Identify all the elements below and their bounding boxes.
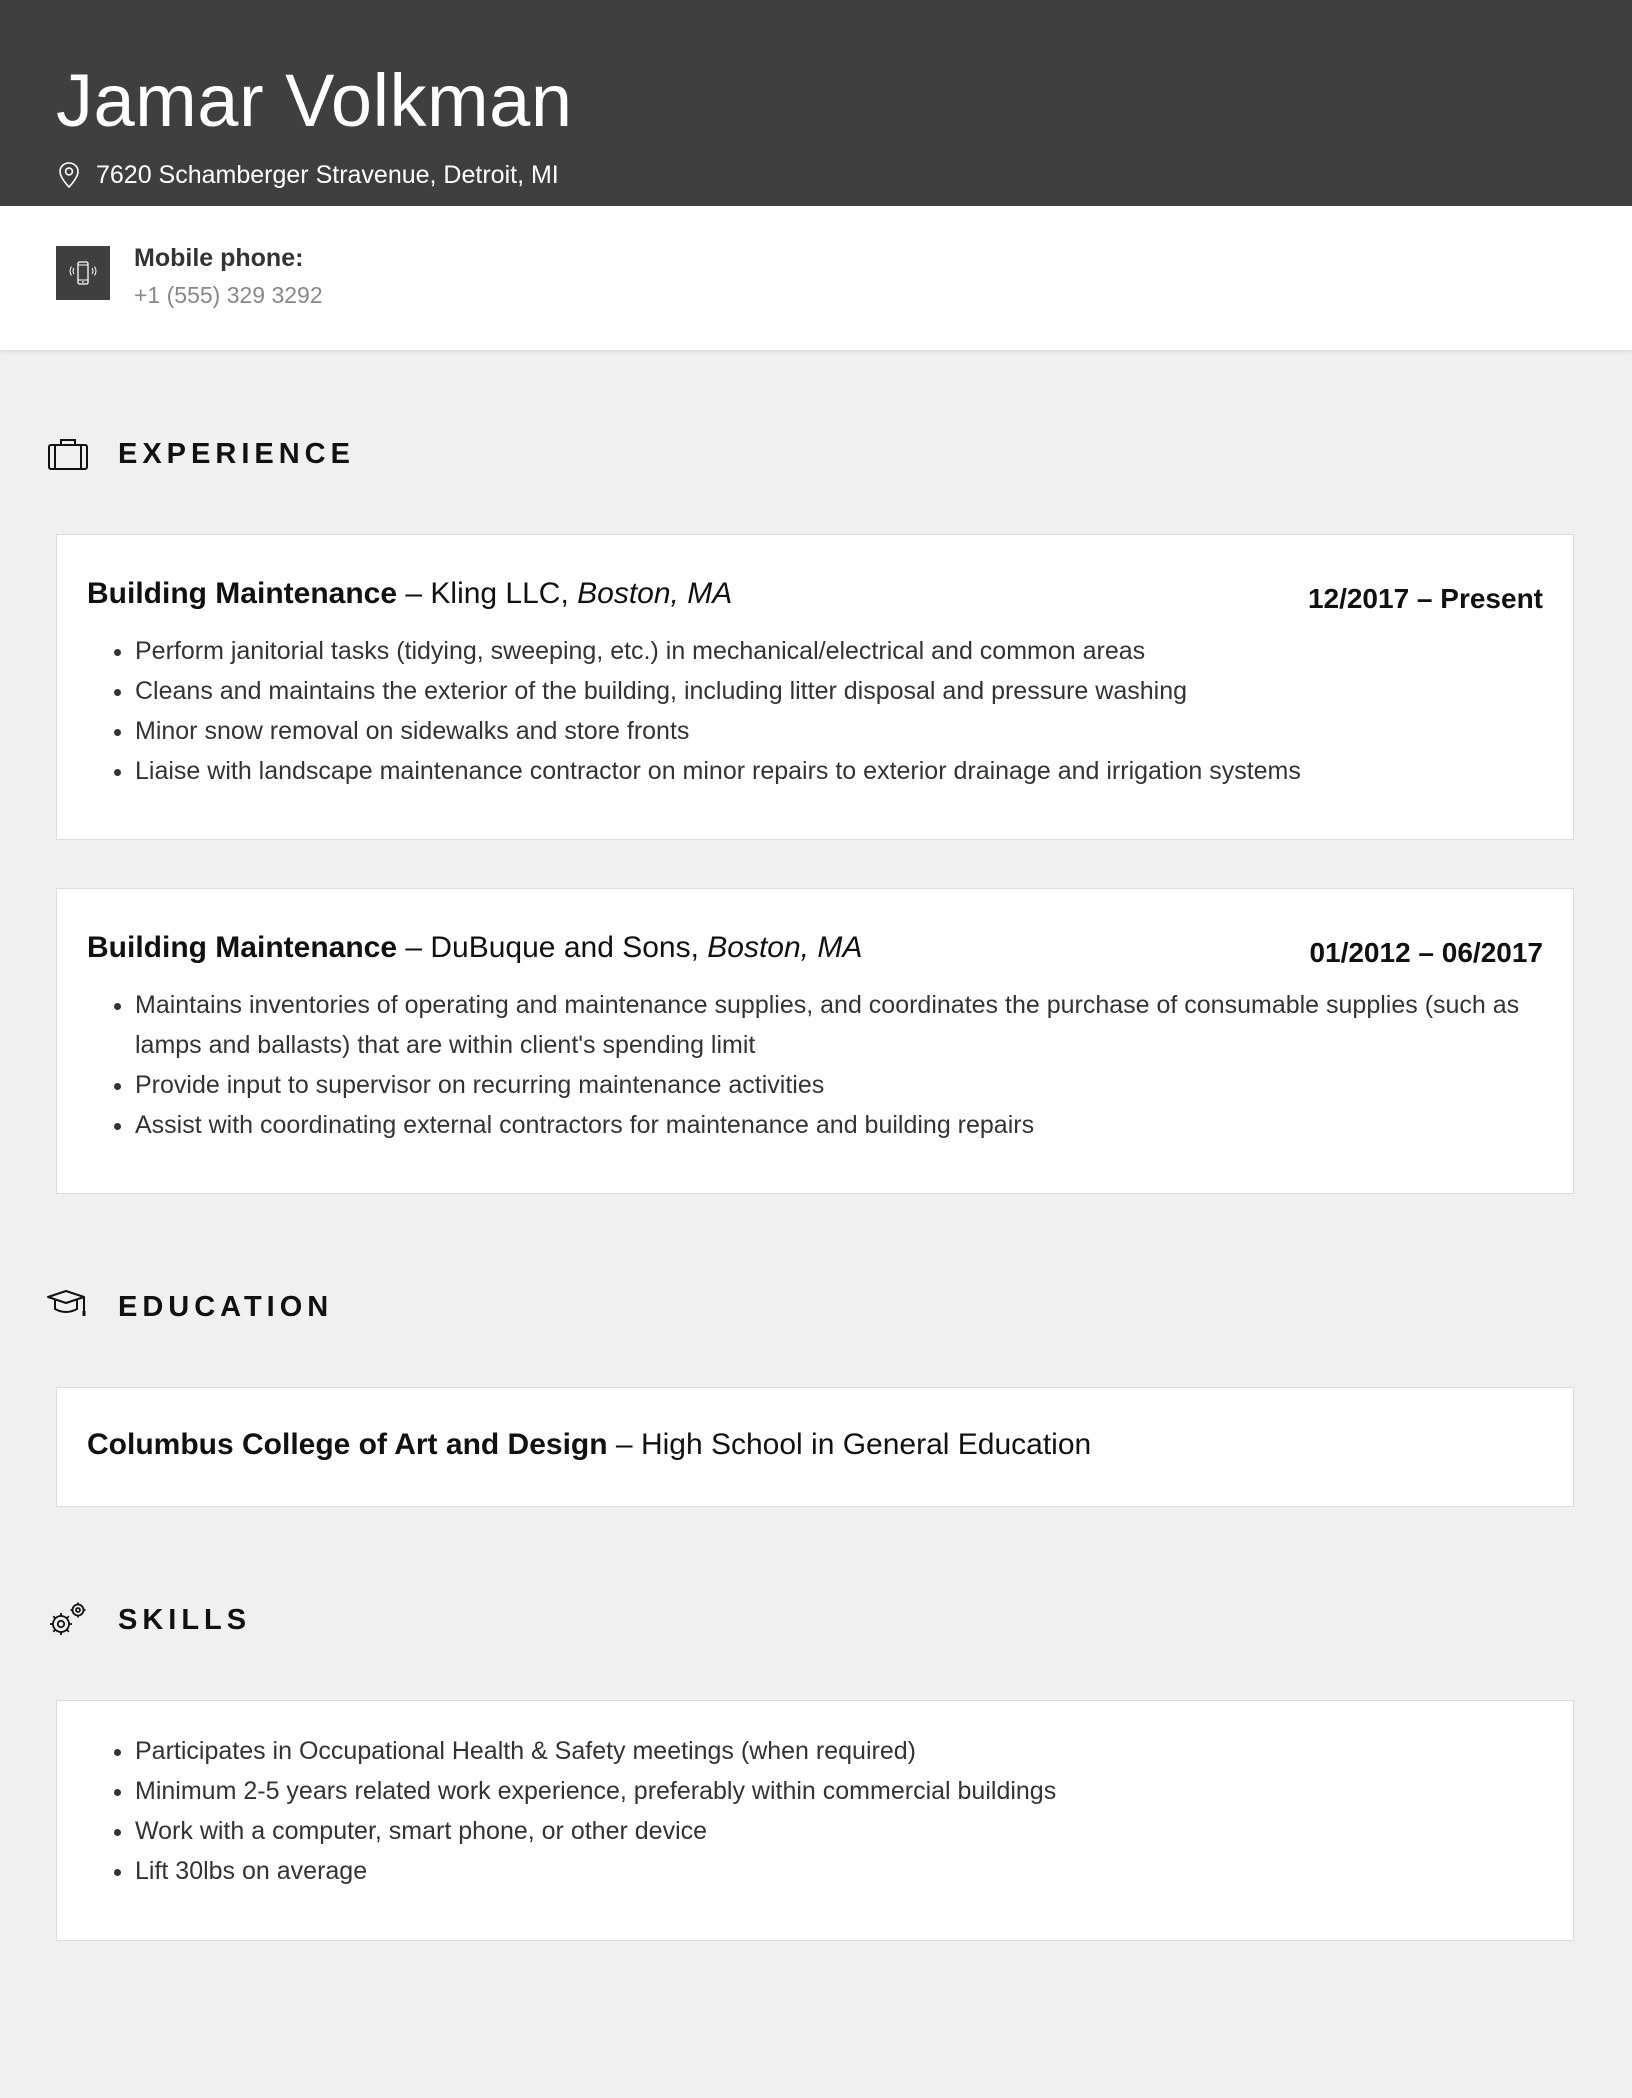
job-location: Boston, MA [577, 577, 733, 610]
education-separator: – [607, 1428, 641, 1461]
job-bullet: • Liaise with landscape maintenance contractor on minor repairs to exterior drainage and irrigation systems [135, 751, 1545, 791]
job-company: DuBuque and Sons [430, 931, 691, 964]
job-bullet: • Minor snow removal on sidewalks and store fronts [135, 711, 1545, 751]
skills-heading [46, 1600, 251, 1640]
education-school: Columbus College of Art and Design [87, 1428, 608, 1461]
briefcase-icon [46, 434, 90, 474]
education-heading [46, 1287, 333, 1327]
skills-bullets [87, 1731, 1545, 1891]
job-bullet: • Perform janitorial tasks (tidying, sweeping, etc.) in mechanical/electrical and common areas [135, 631, 1545, 671]
job-dates: 12/2017 – Present [1307, 583, 1543, 614]
job-separator: – [397, 577, 431, 610]
job-location: Boston, MA [707, 931, 863, 964]
experience-title: EXPERIENCE [118, 437, 355, 470]
job-heading: Building Maintenance – DuBuque and Sons, Boston, MA [87, 931, 863, 964]
phone-label: Mobile phone: [134, 244, 304, 272]
address-text: 7620 Schamberger Stravenue, Detroit, MI [96, 161, 559, 189]
skill-bullet: • Lift 30lbs on average [135, 1851, 1545, 1891]
education-degree: High School in General Education [640, 1428, 1092, 1461]
education-title: EDUCATION [118, 1290, 334, 1323]
job-separator: – [397, 931, 431, 964]
job-company: Kling LLC [430, 577, 561, 610]
job-dates: 01/2012 – 06/2017 [1309, 937, 1543, 968]
job-bullet: • Assist with coordinating external contractors for maintenance and building repairs [135, 1105, 1545, 1145]
job-bullet: • Provide input to supervisor on recurring maintenance activities [135, 1065, 1545, 1105]
experience-heading [46, 434, 355, 474]
education-entry [56, 1387, 1574, 1507]
candidate-name: Jamar Volkman [56, 59, 573, 142]
skill-bullet: • Work with a computer, smart phone, or other device [135, 1811, 1545, 1851]
graduation-cap-icon [46, 1287, 90, 1327]
contact-bar [0, 206, 1632, 350]
address-line [58, 158, 559, 192]
phone-number[interactable]: +1 (555) 329 3292 [134, 282, 323, 308]
resume-header [0, 0, 1632, 206]
skills-title: SKILLS [118, 1603, 252, 1636]
job-heading: Building Maintenance – Kling LLC, Boston, MA [87, 577, 733, 610]
job-bullets [87, 985, 1545, 1145]
job-title: Building Maintenance [87, 577, 398, 610]
education-line [87, 1426, 1091, 1464]
map-pin-icon [58, 161, 80, 189]
skill-bullet: • Participates in Occupational Health & Safety meetings (when required) [135, 1731, 1545, 1771]
job-bullet: • Maintains inventories of operating and maintenance supplies, and coordinates the purchase of consumable supplies (such as lamps and ballasts) that are within client's spending limit [135, 985, 1545, 1065]
skills-entry [56, 1700, 1574, 1941]
job-bullet: • Cleans and maintains the exterior of the building, including litter disposal and pressure washing [135, 671, 1545, 711]
experience-entry [56, 534, 1574, 840]
gears-icon [46, 1600, 90, 1640]
job-title: Building Maintenance [87, 931, 398, 964]
job-bullets [87, 631, 1545, 791]
skill-bullet: • Minimum 2-5 years related work experience, preferably within commercial buildings [135, 1771, 1545, 1811]
experience-entry [56, 888, 1574, 1194]
mobile-phone-icon [56, 246, 110, 300]
